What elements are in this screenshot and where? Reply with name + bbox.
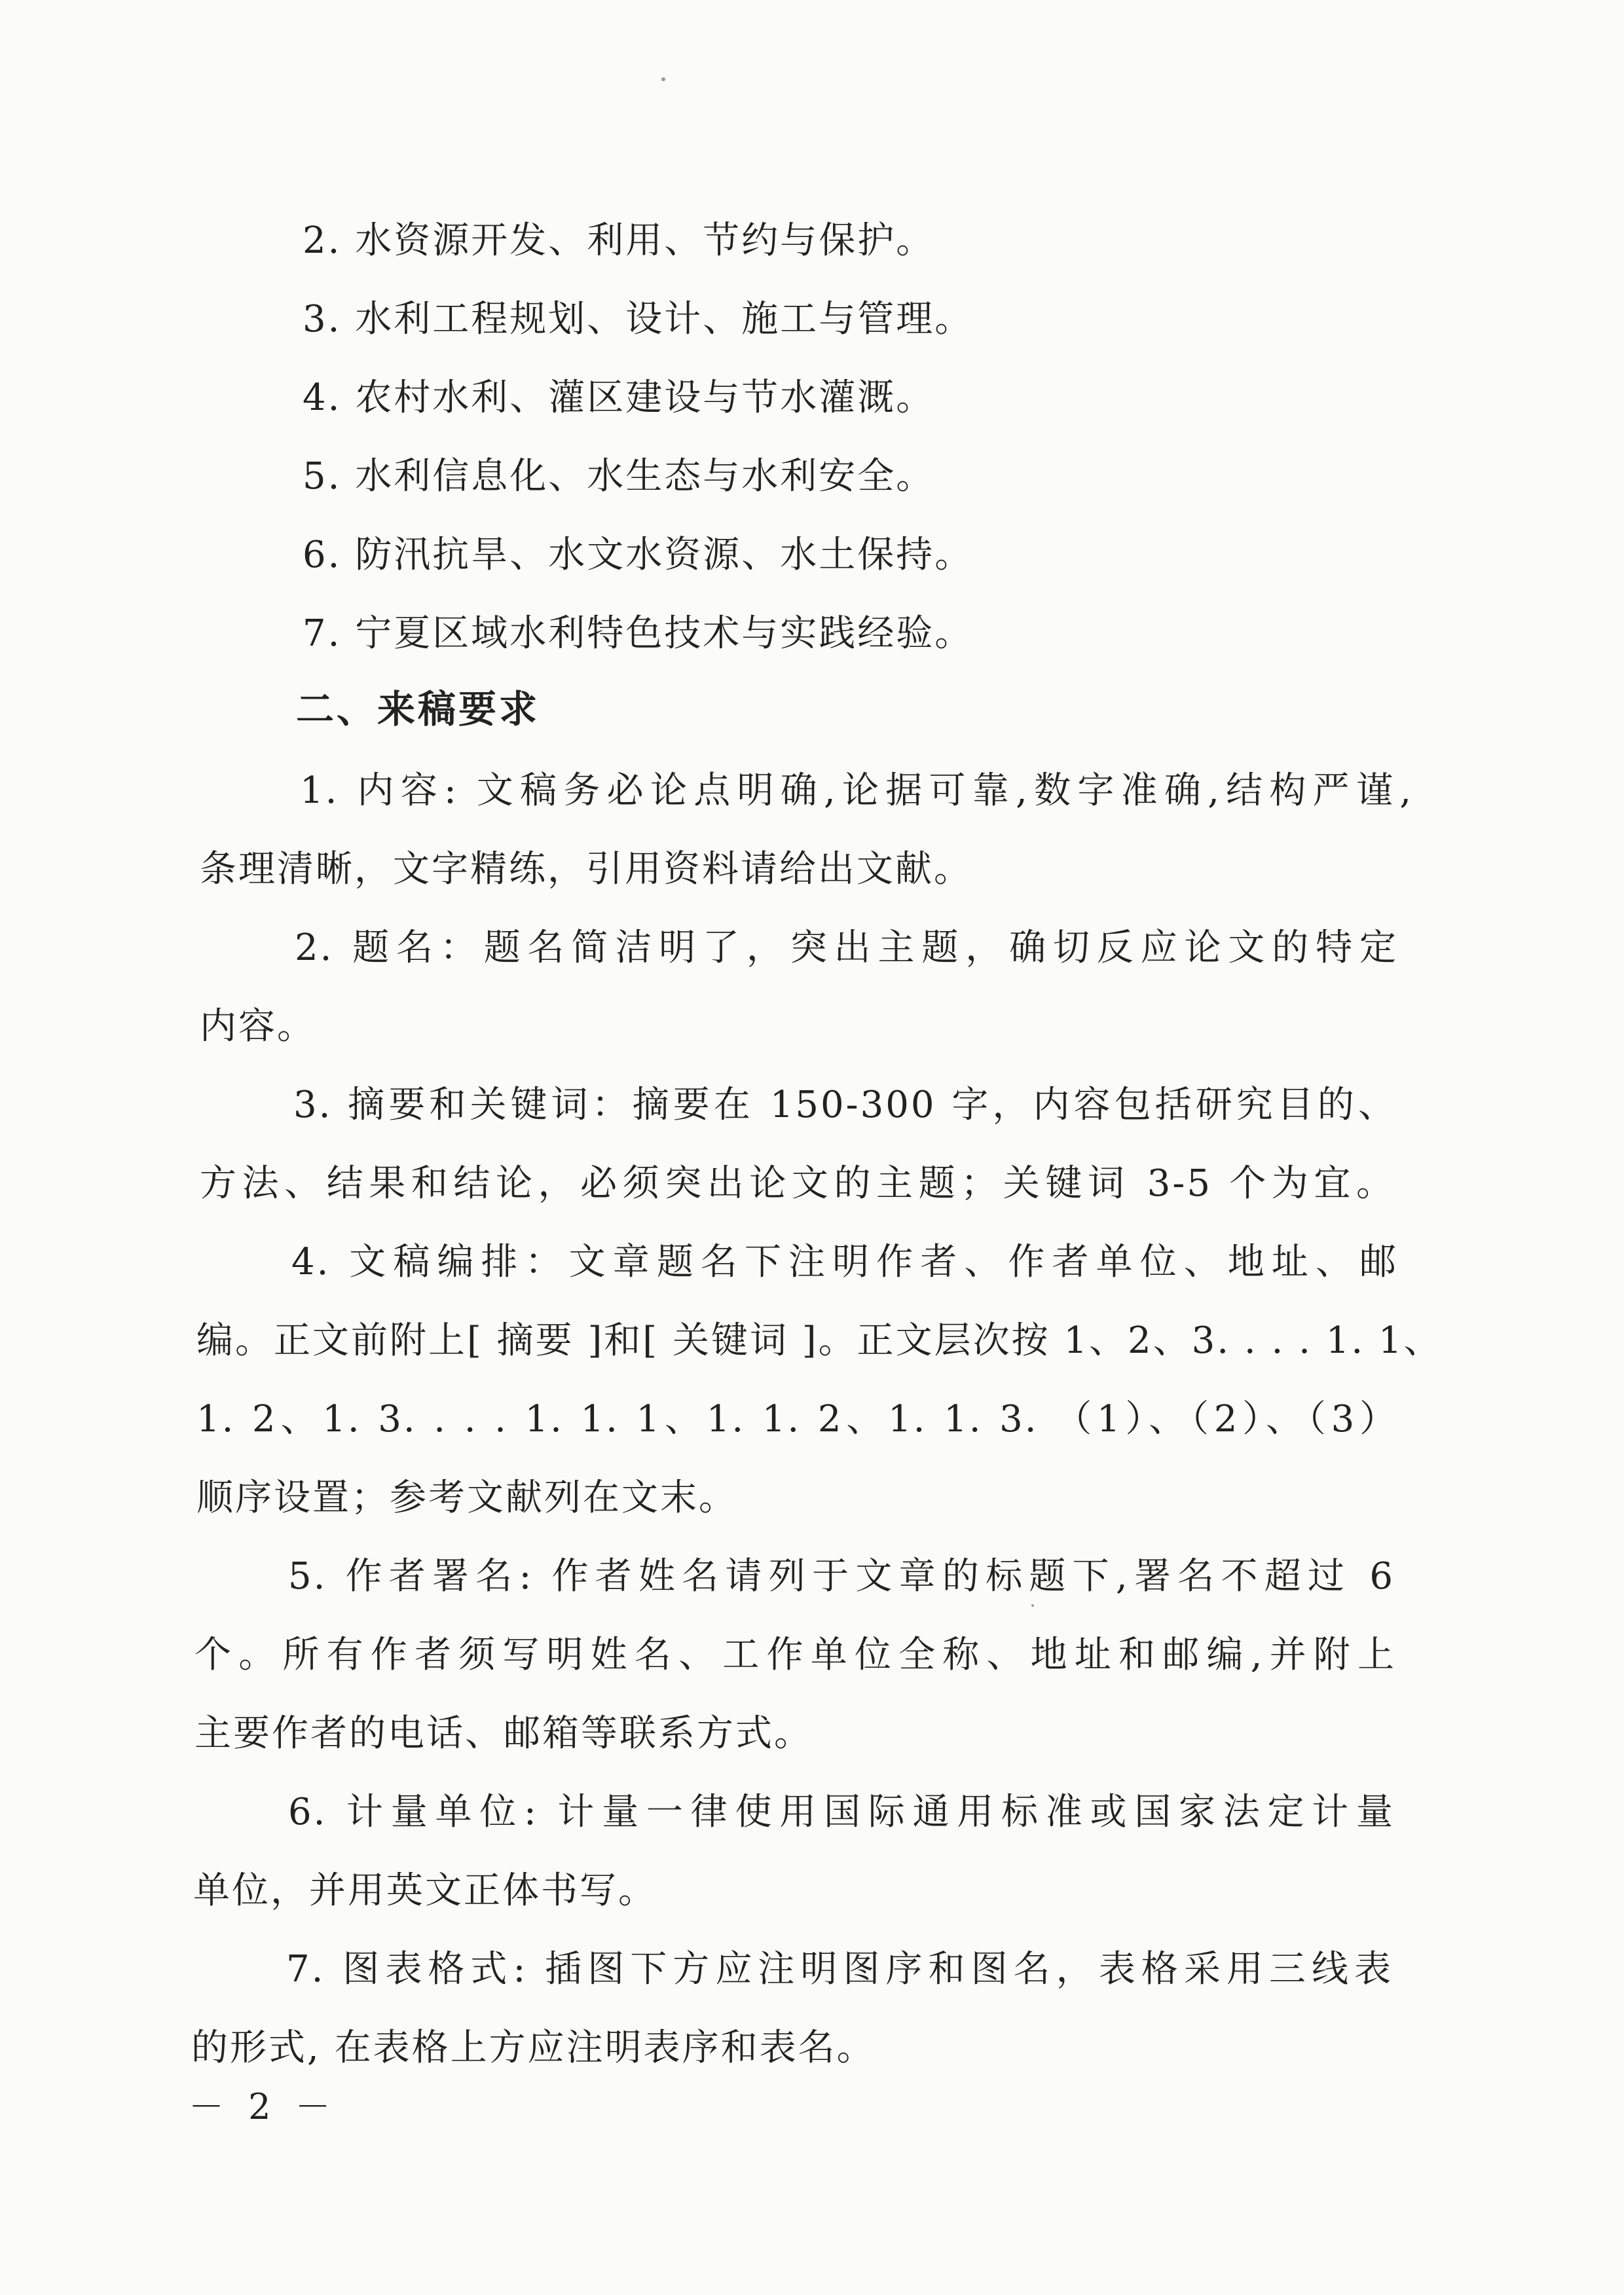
section-heading: 二、来稿要求 <box>296 687 540 731</box>
topic-item: 5. 水利信息化、水生态与水利安全。 <box>303 455 935 498</box>
requirement-line: 2. 题名：题名简洁明了，突出主题，确切反应论文的特定 <box>295 927 1398 969</box>
scan-speck <box>1031 1604 1034 1607</box>
requirement-line: 4. 文稿编排：文章题名下注明作者、作者单位、地址、邮 <box>291 1241 1398 1283</box>
requirement-line: 编。正文前附上[ 摘要 ]和[ 关键词 ]。正文层次按 1、2、3. . . . 1. 1、 <box>196 1319 1443 1362</box>
topic-item: 6. 防汛抗旱、水文水资源、水土保持。 <box>303 534 974 576</box>
requirement-line: 个。所有作者须写明姓名、工作单位全称、地址和邮编,并附上 <box>194 1634 1396 1676</box>
requirement-line: 顺序设置；参考文献列在文末。 <box>196 1477 737 1519</box>
requirement-line: 7. 图表格式: 插图下方应注明图序和图名，表格采用三线表 <box>286 1948 1393 1991</box>
requirement-line: 3. 摘要和关键词：摘要在 150-300 字，内容包括研究目的、 <box>293 1084 1397 1126</box>
requirement-line: 1. 2、1. 3. . . . 1. 1. 1、1. 1. 2、1. 1. 3. （1）、（2）、（3） <box>196 1398 1398 1441</box>
page-number: － 2 － <box>189 2086 337 2127</box>
requirement-line: 6. 计量单位: 计量一律使用国际通用标准或国家法定计量 <box>288 1791 1395 1833</box>
requirement-line: 方法、结果和结论，必须突出论文的主题；关键词 3-5 个为宜。 <box>200 1162 1395 1205</box>
requirement-line: 主要作者的电话、邮箱等联系方式。 <box>194 1712 813 1755</box>
scan-speck <box>661 77 665 81</box>
requirement-line: 5. 作者署名: 作者姓名请列于文章的标题下,署名不超过 6 <box>288 1555 1395 1598</box>
requirement-line: 的形式, 在表格上方应注明表序和表名。 <box>191 2027 876 2069</box>
topic-item: 2. 水资源开发、利用、节约与保护。 <box>303 219 935 262</box>
requirement-line: 内容。 <box>200 1005 316 1048</box>
topic-item: 7. 宁夏区域水利特色技术与实践经验。 <box>303 612 974 655</box>
requirement-line: 单位，并用英文正体书写。 <box>193 1869 657 1912</box>
requirement-line: 条理清晰，文字精练，引用资料请给出文献。 <box>200 848 972 890</box>
topic-item: 4. 农村水利、灌区建设与节水灌溉。 <box>303 376 935 419</box>
topic-item: 3. 水利工程规划、设计、施工与管理。 <box>303 298 974 340</box>
requirement-line: 1. 内容: 文稿务必论点明确,论据可靠,数字准确,结构严谨, <box>300 769 1413 812</box>
